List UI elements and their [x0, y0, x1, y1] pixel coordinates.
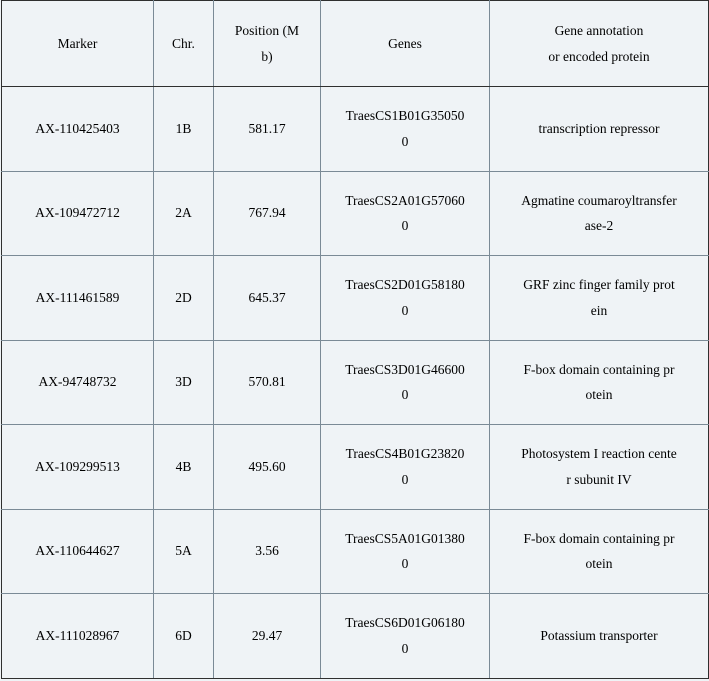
table-row — [2, 87, 709, 172]
table-row — [2, 171, 709, 256]
cell-marker: AX-111028967 — [2, 594, 154, 679]
cell-annotation: F-box domain containing pr otein — [490, 340, 709, 425]
cell-position: 29.47 — [214, 594, 321, 679]
column-header-position-label: Position (M b) — [234, 22, 300, 64]
cell-genes: TraesCS2A01G57060 0 — [321, 171, 490, 256]
table-row — [2, 425, 709, 510]
table-row — [2, 509, 709, 594]
table-row — [2, 256, 709, 341]
column-header-position — [214, 1, 321, 87]
column-header-marker — [2, 1, 154, 87]
column-header-marker-label: Marker — [57, 35, 98, 51]
cell-chr: 4B — [154, 425, 214, 510]
cell-chr: 1B — [154, 87, 214, 172]
cell-marker: AX-110425403 — [2, 87, 154, 172]
cell-annotation: Agmatine coumaroyltransfer ase-2 — [490, 171, 709, 256]
cell-genes: TraesCS2D01G58180 0 — [321, 256, 490, 341]
cell-annotation: Photosystem I reaction cente r subunit IV — [490, 425, 709, 510]
cell-position: 495.60 — [214, 425, 321, 510]
cell-annotation: GRF zinc finger family prot ein — [490, 256, 709, 341]
cell-position: 3.56 — [214, 509, 321, 594]
cell-marker: AX-109472712 — [2, 171, 154, 256]
cell-annotation: transcription repressor — [490, 87, 709, 172]
cell-genes: TraesCS5A01G01380 0 — [321, 509, 490, 594]
cell-position: 581.17 — [214, 87, 321, 172]
column-header-chr-label: Chr. — [172, 35, 195, 51]
column-header-annotation-label: Gene annotation or encoded protein — [548, 22, 650, 64]
cell-chr: 2A — [154, 171, 214, 256]
cell-genes: TraesCS3D01G46600 0 — [321, 340, 490, 425]
cell-genes: TraesCS4B01G23820 0 — [321, 425, 490, 510]
column-header-annotation — [490, 1, 709, 87]
cell-position: 645.37 — [214, 256, 321, 341]
cell-position: 767.94 — [214, 171, 321, 256]
table-row — [2, 340, 709, 425]
cell-chr: 3D — [154, 340, 214, 425]
cell-position: 570.81 — [214, 340, 321, 425]
cell-chr: 5A — [154, 509, 214, 594]
column-header-genes-label: Genes — [388, 35, 422, 51]
cell-chr: 2D — [154, 256, 214, 341]
cell-marker: AX-109299513 — [2, 425, 154, 510]
table-header-row — [2, 1, 709, 87]
column-header-genes — [321, 1, 490, 87]
cell-marker: AX-94748732 — [2, 340, 154, 425]
cell-genes: TraesCS6D01G06180 0 — [321, 594, 490, 679]
gene-annotation-table — [1, 0, 709, 679]
column-header-chr — [154, 1, 214, 87]
cell-annotation: F-box domain containing pr otein — [490, 509, 709, 594]
table-row — [2, 594, 709, 679]
cell-chr: 6D — [154, 594, 214, 679]
cell-annotation: Potassium transporter — [490, 594, 709, 679]
cell-marker: AX-111461589 — [2, 256, 154, 341]
cell-genes: TraesCS1B01G35050 0 — [321, 87, 490, 172]
cell-marker: AX-110644627 — [2, 509, 154, 594]
